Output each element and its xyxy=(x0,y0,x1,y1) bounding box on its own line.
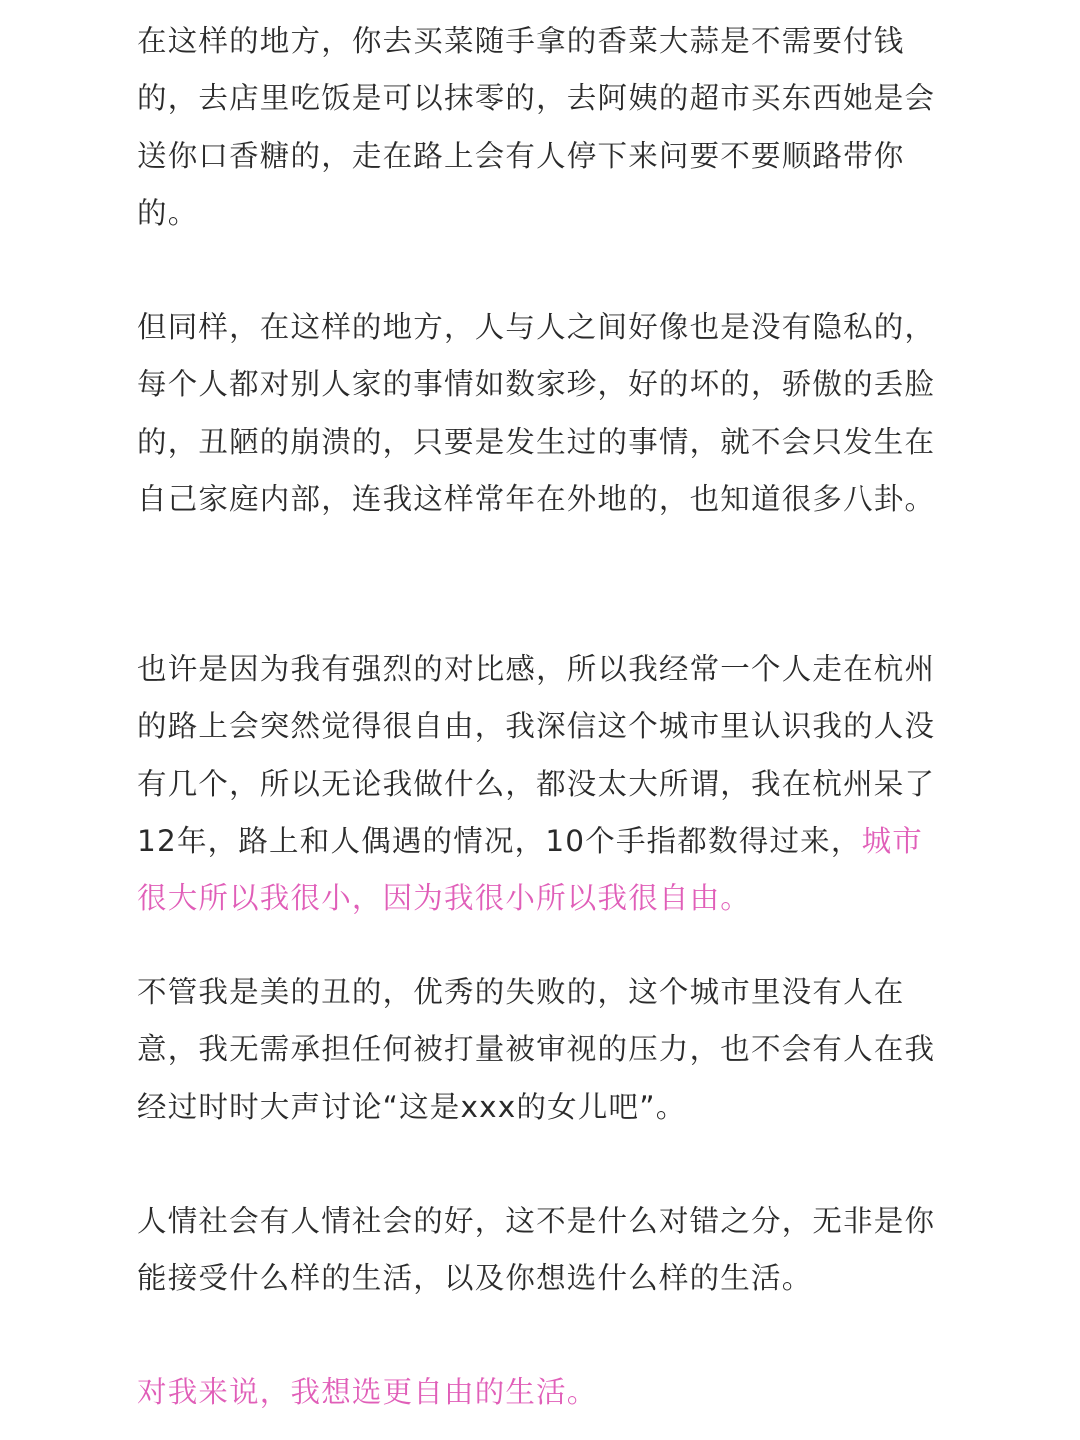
paragraph-text: 不管我是美的丑的，优秀的失败的，这个城市里没有人在意，我无需承担任何被打量被审视的压力，也不会有人在我经过时时大声讨论“这是xxx的女儿吧”。 xyxy=(137,975,936,1124)
paragraph-conclusion xyxy=(137,1364,947,1421)
highlight-text: 城市很大所以我很小，因为我很小所以我很自由。 xyxy=(137,823,923,916)
paragraph-no-judgement xyxy=(137,964,947,1136)
paragraph-choice xyxy=(137,1193,947,1308)
paragraph-text: 在这样的地方，你去买菜随手拿的香菜大蒜是不需要付钱的，去店里吃饭是可以抹零的，去阿姨的超市买东西她是会送你口香糖的，走在路上会有人停下来问要不要顺路带你的。 xyxy=(137,24,936,230)
paragraph-free-favors xyxy=(137,13,947,242)
paragraph-text: 人情社会有人情社会的好，这不是什么对错之分，无非是你能接受什么样的生活，以及你想选什么样的生活。 xyxy=(137,1204,936,1296)
paragraph-no-privacy xyxy=(137,299,947,528)
highlight-text: 对我来说，我想选更自由的生活。 xyxy=(137,1375,598,1409)
paragraph-text: 但同样，在这样的地方，人与人之间好像也是没有隐私的，每个人都对别人家的事情如数家珍，好的坏的，骄傲的丢脸的，丑陋的崩溃的，只要是发生过的事情，就不会只发生在自己家庭内部，连我这样常年在外地的，也知道很多八卦。 xyxy=(137,310,936,516)
paragraph-hangzhou-freedom xyxy=(137,641,947,927)
paragraph-text: 也许是因为我有强烈的对比感，所以我经常一个人走在杭州的路上会突然觉得很自由，我深信这个城市里认识我的人没有几个，所以无论我做什么，都没太大所谓，我在杭州呆了12年，路上和人偶遇的情况，10个手指都数得过来， xyxy=(137,652,936,858)
